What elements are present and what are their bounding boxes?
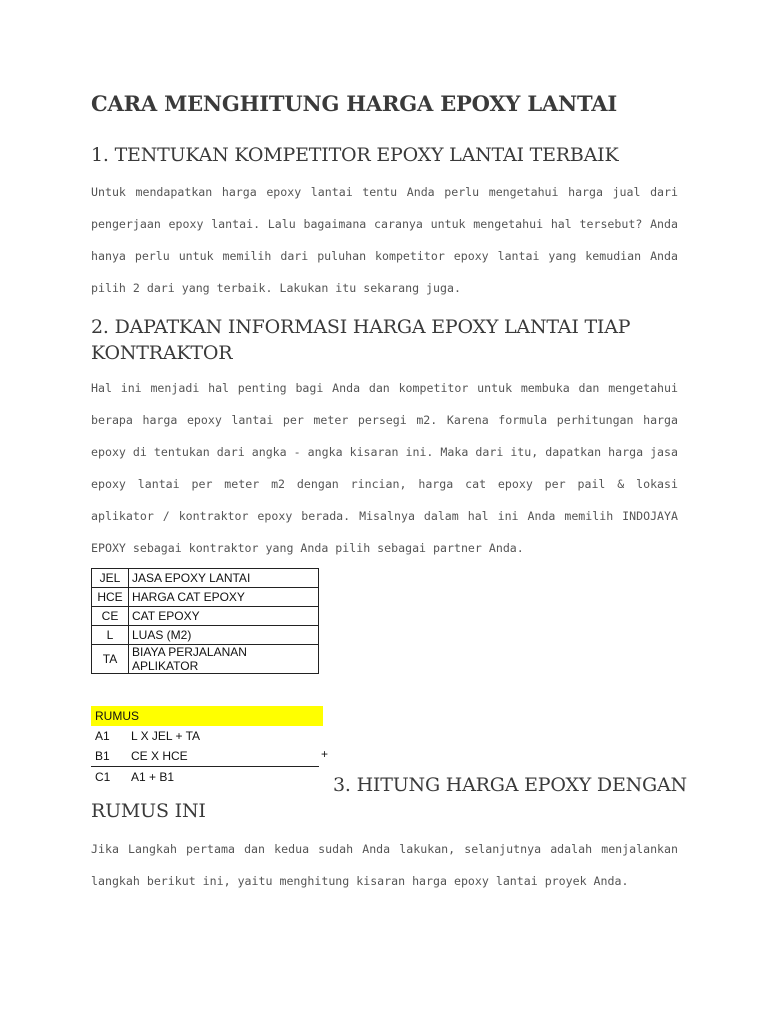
table-row <box>92 569 319 588</box>
legend-desc: LUAS (M2) <box>129 626 319 645</box>
table-row <box>92 626 319 645</box>
legend-table <box>91 568 319 674</box>
rumus-formula: CE X HCE <box>131 749 188 763</box>
rumus-header: RUMUS <box>91 706 323 726</box>
legend-code: L <box>92 626 129 645</box>
legend-desc: CAT EPOXY <box>129 607 319 626</box>
page-title: CARA MENGHITUNG HARGA EPOXY LANTAI <box>91 91 617 116</box>
section-1-heading: 1. TENTUKAN KOMPETITOR EPOXY LANTAI TERBAIK <box>91 144 619 166</box>
legend-code: TA <box>92 645 129 674</box>
section-2-paragraph: Hal ini menjadi hal penting bagi Anda dan kompetitor untuk membuka dan mengetahui berapa harga epoxy lantai per meter persegi m2. Karena formula perhitungan harga epoxy di tentukan dari angka - angka kisaran ini. Maka dari itu, dapatkan harga jasa epoxy lantai per meter m2 dengan rincian, harga cat epoxy per pail & lokasi aplikator / kontraktor epoxy berada. Misalnya dalam hal ini Anda memilih INDOJAYA EPOXY sebagai kontraktor yang Anda pilih sebagai partner Anda. <box>91 381 678 555</box>
rumus-label: C1 <box>95 770 111 784</box>
table-row <box>92 607 319 626</box>
rumus-formula: A1 + B1 <box>131 770 175 784</box>
rumus-label: A1 <box>95 729 110 743</box>
section-3-paragraph: Jika Langkah pertama dan kedua sudah Anda lakukan, selanjutnya adalah menjalankan langkah berikut ini, yaitu menghitung kisaran harga epoxy lantai proyek Anda. <box>91 842 678 888</box>
section-1-paragraph: Untuk mendapatkan harga epoxy lantai tentu Anda perlu mengetahui harga jual dari pengerjaan epoxy lantai. Lalu bagaimana caranya untuk mengetahui hal tersebut? Anda hanya perlu untuk memilih dari puluhan kompetitor epoxy lantai yang kemudian Anda pilih 2 dari yang terbaik. Lakukan itu sekarang juga. <box>91 185 678 295</box>
rumus-label: B1 <box>95 749 110 763</box>
rumus-row <box>91 767 331 787</box>
legend-code: JEL <box>92 569 129 588</box>
rumus-block <box>91 706 331 787</box>
table-row <box>92 588 319 607</box>
legend-code: HCE <box>92 588 129 607</box>
legend-desc: HARGA CAT EPOXY <box>129 588 319 607</box>
legend-code: CE <box>92 607 129 626</box>
section-3-heading-part1: 3. HITUNG HARGA EPOXY DENGAN <box>333 774 687 796</box>
legend-desc: BIAYA PERJALANAN APLIKATOR <box>129 645 319 674</box>
rumus-row <box>91 726 331 746</box>
rumus-formula: L X JEL + TA <box>131 729 201 743</box>
legend-desc: JASA EPOXY LANTAI <box>129 569 319 588</box>
plus-sign: + <box>321 747 329 761</box>
table-row <box>92 645 319 674</box>
section-2-heading: 2. DAPATKAN INFORMASI HARGA EPOXY LANTAI TIAP KONTRAKTOR <box>91 316 631 364</box>
section-3-heading-part2: RUMUS INI <box>91 800 206 822</box>
rumus-row <box>91 746 329 767</box>
